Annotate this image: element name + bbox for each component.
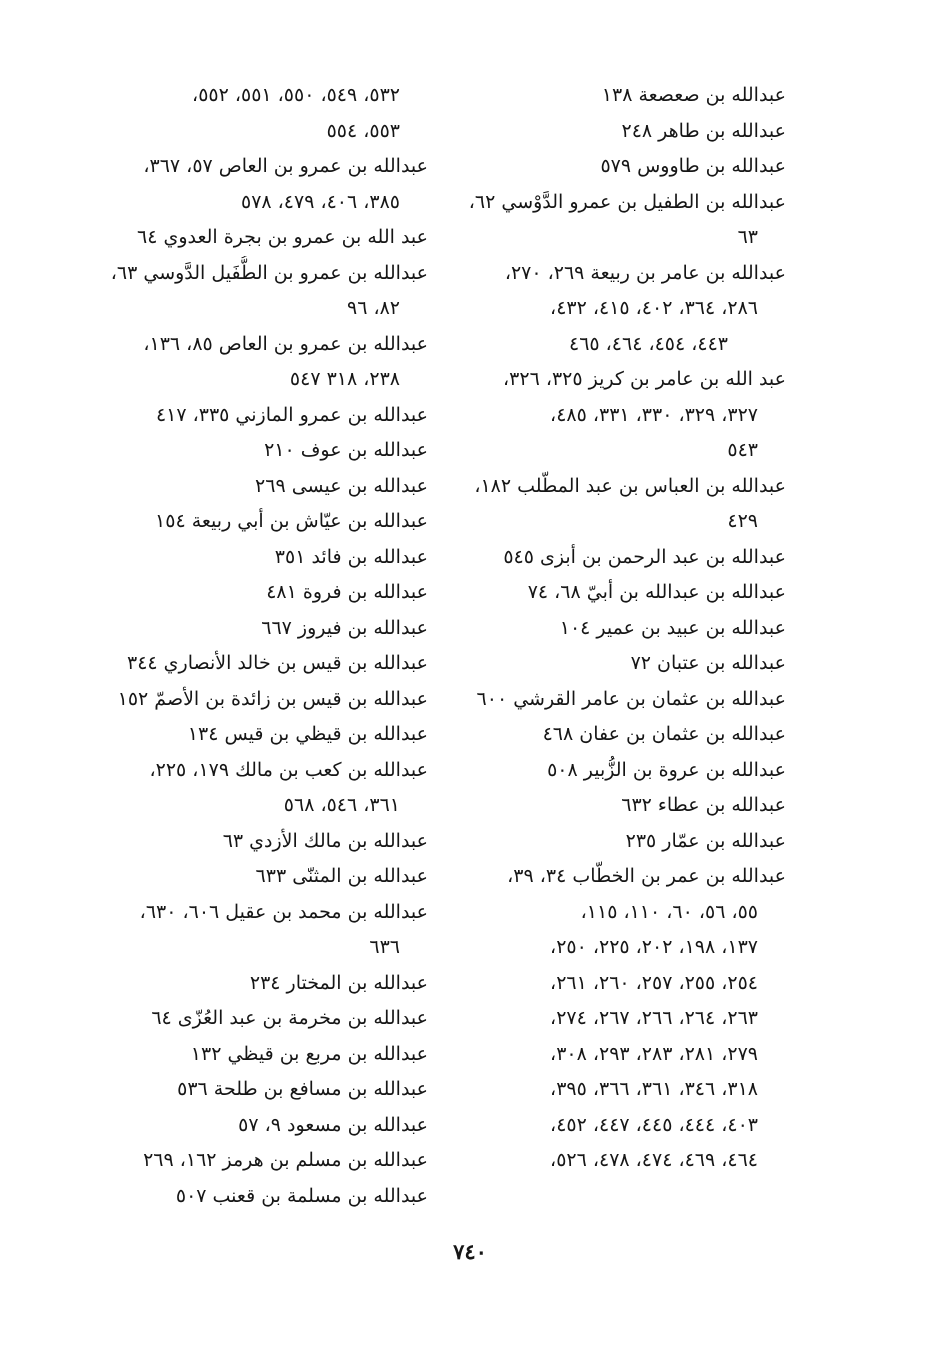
index-entry-continuation: ٥٣٢، ٥٤٩، ٥٥٠، ٥٥١، ٥٥٢، xyxy=(192,84,400,106)
index-entry: عبدالله بن قيظي بن قيس ١٣٤ xyxy=(187,723,428,745)
index-entry: عبدالله بن عيسى ٢٦٩ xyxy=(255,474,428,497)
index-entry: عبدالله بن طاهر ٢٤٨ xyxy=(621,119,786,142)
index-entry-continuation: ١٣٧، ١٩٨، ٢٠٢، ٢٢٥، ٢٥٠، xyxy=(550,936,758,958)
index-entry: عبدالله بن مسافع بن طلحة ٥٣٦ xyxy=(177,1078,428,1100)
index-entry-continuation: ٨٢، ٩٦ xyxy=(346,297,400,319)
index-entry: عبدالله بن العباس بن عبد المطّلب ١٨٢، xyxy=(474,474,786,497)
index-entry: عبدالله بن عوف ٢١٠ xyxy=(264,439,428,461)
index-entry: عبدالله بن مربع بن قيظي ١٣٢ xyxy=(190,1042,428,1065)
index-column-right xyxy=(452,78,786,1179)
index-entry: عبد الله بن عامر بن كريز ٣٢٥، ٣٢٦، xyxy=(503,368,786,390)
index-entry: عبدالله بن صعصعة ١٣٨ xyxy=(601,84,786,106)
index-entry: عبدالله بن عطاء ٦٣٢ xyxy=(621,794,786,816)
index-entry-continuation: ٥٤٣ xyxy=(727,439,758,461)
index-entry: عبدالله بن كعب بن مالك ١٧٩، ٢٢٥، xyxy=(149,758,428,781)
index-entry: عبدالله بن فائد ٣٥١ xyxy=(274,545,428,568)
index-entry-continuation: ٢٦٣، ٢٦٤، ٢٦٦، ٢٦٧، ٢٧٤، xyxy=(550,1007,758,1029)
index-entry-continuation: ٥٥٣، ٥٥٤ xyxy=(326,119,400,142)
index-entry: عبدالله بن المثنّى ٦٣٣ xyxy=(255,865,428,887)
index-column-left xyxy=(90,78,428,1214)
index-entry: عبدالله بن عثمان بن عامر القرشي ٦٠٠ xyxy=(476,687,786,710)
index-entry-continuation: ٤٦٤، ٤٦٩، ٤٧٤، ٤٧٨، ٥٢٦، xyxy=(550,1149,758,1171)
index-entry-continuation: ٣٢٧، ٣٢٩، ٣٣٠، ٣٣١، ٤٨٥، xyxy=(550,403,758,426)
index-entry: عبدالله بن عمرو بن العاص ٥٧، ٣٦٧، xyxy=(143,155,428,177)
index-entry: عبدالله بن عبد الرحمن بن أبزى ٥٤٥ xyxy=(503,545,786,568)
index-entry-continuation: ٤٠٣، ٤٤٤، ٤٤٥، ٤٤٧، ٤٥٢، xyxy=(550,1113,758,1136)
index-entry: عبدالله بن مخرمة بن عبد العُزّى ٦٤ xyxy=(151,1007,428,1029)
index-entry: عبدالله بن مالك الأزدي ٦٣ xyxy=(222,829,428,852)
index-entry-continuation: ٢٣٨، ٣١٨ ٥٤٧ xyxy=(289,368,400,390)
index-entry: عبدالله بن عروة بن الزُّبير ٥٠٨ xyxy=(547,758,786,781)
index-entry: عبدالله بن الطفيل بن عمرو الدَّوْسي ٦٢، xyxy=(468,190,786,213)
index-entry: عبدالله بن محمد بن عقيل ٦٠٦، ٦٣٠، xyxy=(139,900,428,923)
index-entry: عبدالله بن عمرو بن العاص ٨٥، ١٣٦، xyxy=(143,332,428,355)
index-entry: عبدالله بن عبدالله بن أبيّ ٦٨، ٧٤ xyxy=(527,581,786,603)
index-entry-continuation: ٢٧٩، ٢٨١، ٢٨٣، ٢٩٣، ٣٠٨، xyxy=(550,1042,758,1065)
index-entry: عبدالله بن عتبان ٧٢ xyxy=(630,652,786,674)
index-entry: عبدالله بن قيس بن زائدة بن الأصمّ ١٥٢ xyxy=(117,687,428,710)
index-entry-continuation: ٣١٨، ٣٤٦، ٣٦١، ٣٦٦، ٣٩٥، xyxy=(550,1078,758,1100)
index-entry-continuation: ٦٣٦ xyxy=(369,936,400,958)
index-entry: عبدالله بن عمر بن الخطّاب ٣٤، ٣٩، xyxy=(507,865,786,887)
index-entry: عبدالله بن فروة ٤٨١ xyxy=(266,581,428,603)
page-number: ٧٤٠ xyxy=(453,1239,487,1264)
index-entry: عبدالله بن عمرو المازني ٣٣٥، ٤١٧ xyxy=(155,403,428,426)
index-entry: عبدالله بن عامر بن ربيعة ٢٦٩، ٢٧٠، xyxy=(504,261,786,284)
index-entry-continuation: ٣٨٥، ٤٠٦، ٤٧٩، ٥٧٨ xyxy=(240,190,400,213)
index-entry: عبدالله بن مسلم بن هرمز ١٦٢، ٢٦٩ xyxy=(143,1149,428,1171)
index-entry-continuation: ٢٥٤، ٢٥٥، ٢٥٧، ٢٦٠، ٢٦١، xyxy=(550,971,758,994)
index-entry: عبدالله بن عثمان بن عفان ٤٦٨ xyxy=(542,723,786,745)
index-entry-continuation: ٤٤٣، ٤٥٤، ٤٦٤، ٤٦٥ xyxy=(568,332,728,355)
index-entry-continuation: ٣٦١، ٥٤٦، ٥٦٨ xyxy=(283,794,400,816)
index-entry: عبدالله بن عمرو بن الطُّفَيل الدَّوسي ٦٣، xyxy=(110,261,428,284)
index-entry: عبدالله بن فيروز ٦٦٧ xyxy=(261,616,428,639)
index-entry: عبدالله بن عمّار ٢٣٥ xyxy=(625,829,786,852)
index-entry-continuation: ٦٣ xyxy=(737,226,758,248)
index-entry: عبدالله بن طاووس ٥٧٩ xyxy=(600,155,786,177)
index-entry-continuation: ٤٢٩ xyxy=(727,510,758,532)
index-entry: عبدالله بن عيّاش بن أبي ربيعة ١٥٤ xyxy=(155,510,428,532)
index-entry: عبدالله بن مسعود ٩، ٥٧ xyxy=(238,1113,428,1136)
index-entry-continuation: ٢٨٦، ٣٦٤، ٤٠٢، ٤١٥، ٤٣٢، xyxy=(550,297,758,319)
index-entry: عبدالله بن مسلمة بن قعنب ٥٠٧ xyxy=(175,1184,428,1207)
index-entry-continuation: ٥٥، ٥٦، ٦٠، ١١٠، ١١٥، xyxy=(580,900,758,923)
index-entry: عبدالله بن عبيد بن عمير ١٠٤ xyxy=(559,616,786,639)
index-entry: عبدالله بن المختار ٢٣٤ xyxy=(249,971,428,994)
index-entry: عبدالله بن قيس بن خالد الأنصاري ٣٤٤ xyxy=(126,652,428,674)
index-entry: عبد الله بن عمرو بن بجرة العدوي ٦٤ xyxy=(136,226,428,248)
